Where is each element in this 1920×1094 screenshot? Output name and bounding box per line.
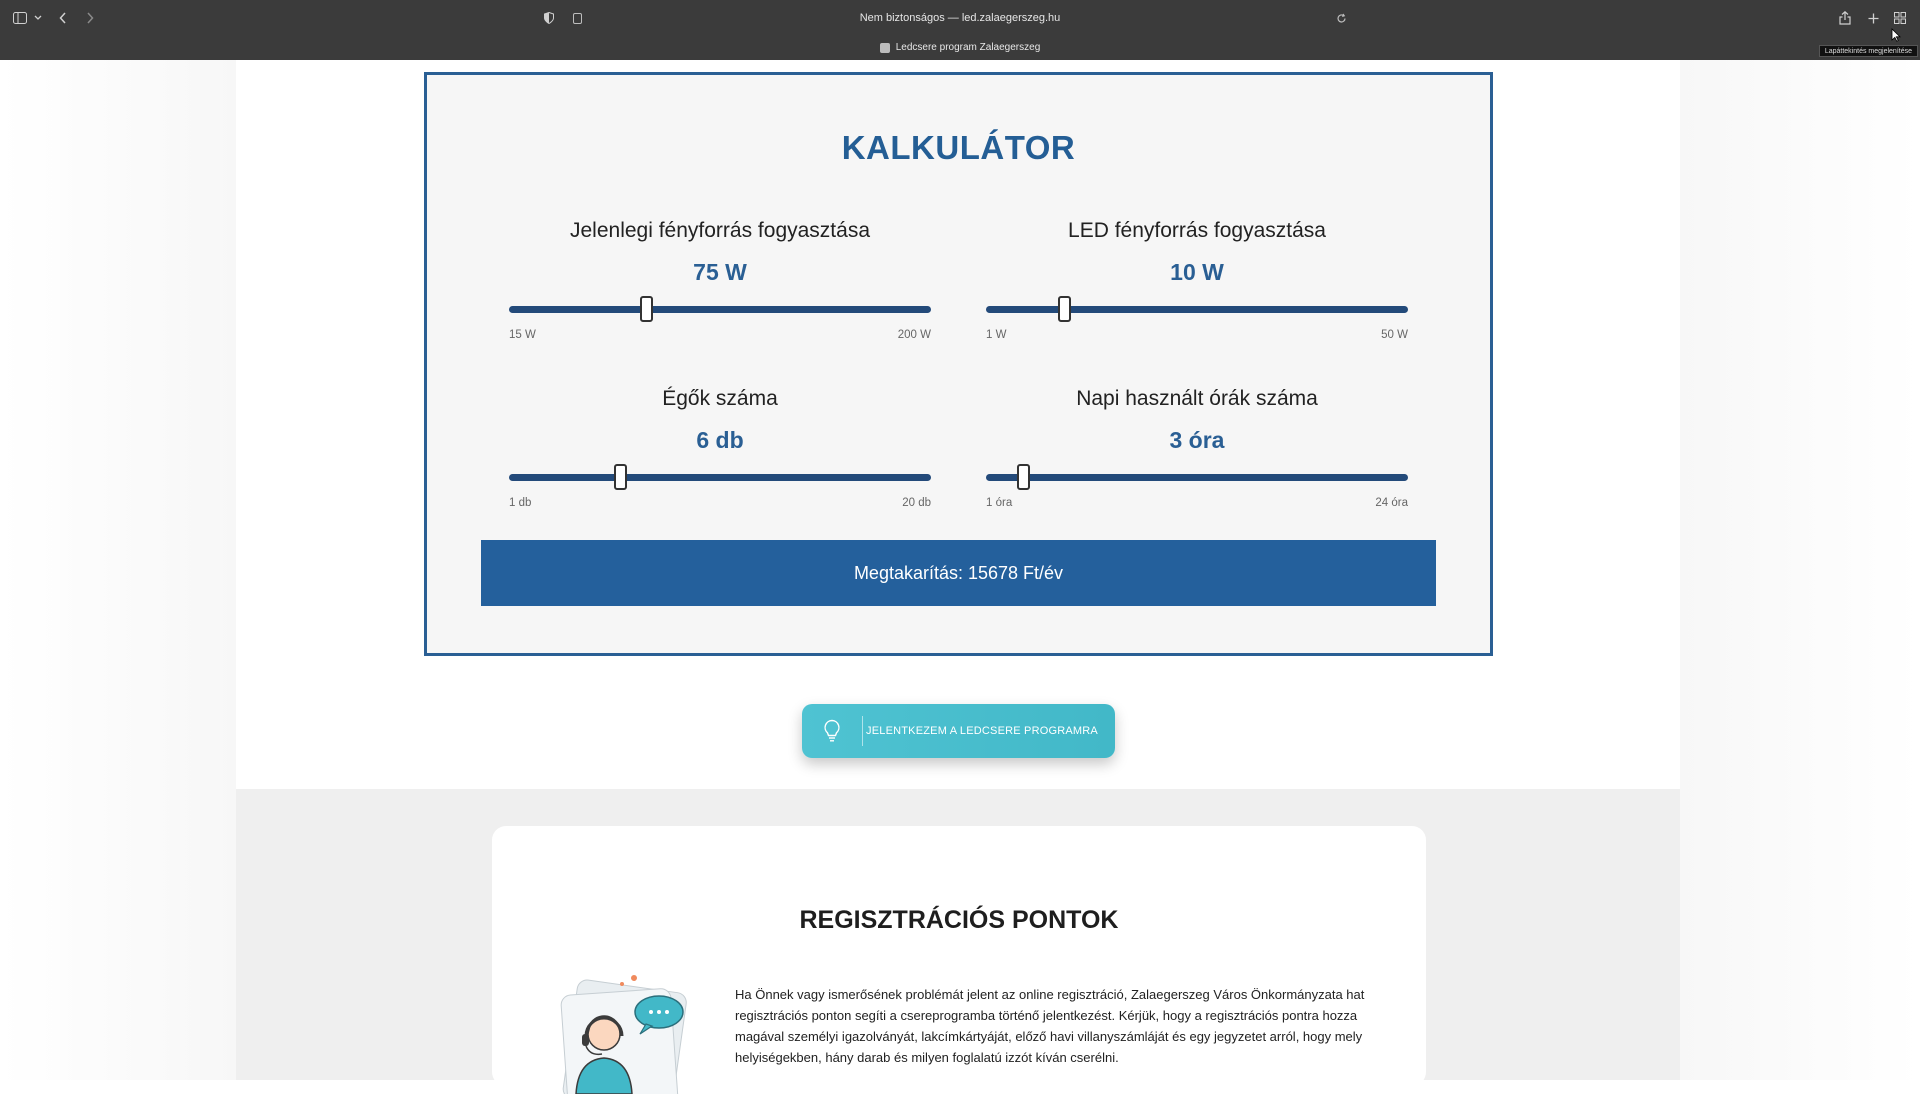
- back-icon[interactable]: [57, 9, 69, 27]
- privacy-shield-icon[interactable]: [543, 9, 555, 27]
- calculator-panel: [424, 72, 1493, 656]
- sidebar-toggle-icon[interactable]: [12, 9, 28, 27]
- browser-chrome: [0, 0, 1920, 60]
- tab-bar: [0, 38, 1920, 58]
- forward-icon[interactable]: [84, 9, 96, 27]
- tab-overview-icon[interactable]: [1893, 9, 1907, 27]
- support-agent-illustration: [556, 964, 706, 1094]
- slider-value: 3 óra: [1169, 427, 1225, 453]
- slider-range: [509, 329, 931, 343]
- slider-range: [509, 497, 931, 511]
- slider-track[interactable]: [986, 306, 1408, 313]
- slider-label: LED fényforrás fogyasztása: [1068, 219, 1326, 242]
- new-tab-icon[interactable]: [1866, 9, 1880, 27]
- slider-thumb[interactable]: [614, 464, 627, 490]
- slider-thumb[interactable]: [1058, 296, 1071, 322]
- page-side-right: [1680, 60, 1920, 1080]
- calculator-title: KALKULÁTOR: [841, 129, 1076, 166]
- slider-max-label: 20 db: [902, 497, 931, 509]
- savings-result: Megtakarítás: 15678 Ft/év: [481, 540, 1436, 606]
- slider-daily-hours: [986, 387, 1408, 511]
- registration-card: [492, 826, 1426, 1086]
- favicon-icon: [880, 43, 890, 53]
- slider-thumb[interactable]: [1017, 464, 1030, 490]
- page-side-left: [0, 60, 236, 1080]
- slider-value: 6 db: [696, 427, 744, 453]
- tab-title: Ledcsere program Zalaegerszeg: [895, 42, 1041, 53]
- reload-icon[interactable]: [1335, 9, 1347, 27]
- slider-led-consumption: [986, 219, 1408, 343]
- slider-label: Jelenlegi fényforrás fogyasztása: [570, 219, 870, 242]
- slider-min-label: 1 db: [509, 497, 532, 509]
- slider-label: Napi használt órák száma: [1076, 387, 1318, 410]
- tooltip: Lapáttekintés megjelenítése: [1819, 45, 1918, 57]
- lightbulb-icon: [802, 704, 862, 758]
- slider-min-label: 15 W: [509, 329, 536, 341]
- registration-title: REGISZTRÁCIÓS PONTOK: [799, 906, 1119, 934]
- slider-current-consumption: [509, 219, 931, 343]
- slider-bulb-count: [509, 387, 931, 511]
- browser-toolbar: [0, 0, 1920, 36]
- slider-max-label: 50 W: [1381, 329, 1408, 341]
- address-bar[interactable]: Nem biztonságos — led.zalaegerszeg.hu: [859, 12, 1061, 24]
- slider-value: 10 W: [1170, 259, 1224, 285]
- slider-min-label: 1 W: [986, 329, 1007, 341]
- slider-value: 75 W: [693, 259, 747, 285]
- registration-text: Ha Önnek vagy ismerősének problémát jelent az online regisztráció, Zalaegerszeg Város Önkormányzata hat regisztrációs ponton segíti a csereprogramba történő jelentkezést. Kérjük, hogy a regisztrációs pontra hozza magával személyi igazolványát, lakcímkártyáját, előző havi villanyszámláját és egy jegyzetet arról, hogy mely helyiségekben, hány darab és milyen foglalatú izzót kíván cserélni.: [735, 987, 1365, 1065]
- web-page: [0, 60, 1920, 1080]
- slider-max-label: 200 W: [897, 329, 931, 341]
- slider-min-label: 1 óra: [986, 497, 1013, 509]
- slider-thumb[interactable]: [640, 296, 653, 322]
- slider-max-label: 24 óra: [1375, 497, 1408, 509]
- slider-range: [986, 329, 1408, 343]
- apply-button-label: JELENTKEZEM A LEDCSERE PROGRAMRA: [866, 725, 1098, 737]
- apply-program-button[interactable]: [802, 704, 1115, 758]
- slider-track[interactable]: [986, 474, 1408, 481]
- mouse-cursor-icon: [1891, 28, 1901, 42]
- chevron-down-icon[interactable]: [33, 9, 43, 27]
- slider-label: Égők száma: [662, 387, 778, 410]
- slider-track[interactable]: [509, 306, 931, 313]
- registration-section: [236, 789, 1680, 1080]
- share-icon[interactable]: [1838, 9, 1852, 27]
- active-tab[interactable]: [880, 38, 1041, 58]
- slider-range: [986, 497, 1408, 511]
- slider-track[interactable]: [509, 474, 931, 481]
